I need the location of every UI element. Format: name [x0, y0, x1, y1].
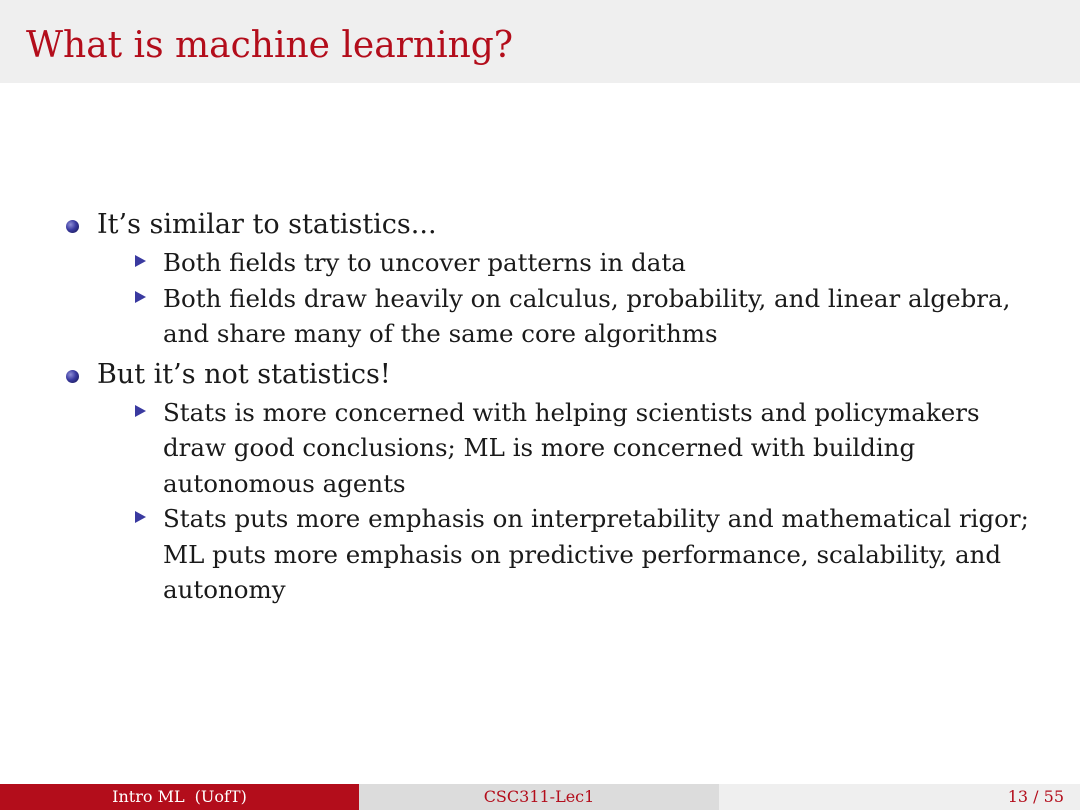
sub-item [163, 395, 1048, 502]
sub-item-text: Both fields draw heavily on calculus, probability, and linear algebra, and share many of the same core algorithms [163, 283, 1011, 348]
sub-item-text: Stats puts more emphasis on interpretability and mathematical rigor; ML puts more emphasis on predictive performance, scalability, and autonomy [163, 504, 1029, 604]
slide-content [0, 205, 1080, 611]
footer-institute: (UofT) [194, 787, 247, 806]
sub-item-text: Stats is more concerned with helping scientists and policymakers draw good conclusions; ML is more concerned with building autonomous agents [163, 397, 980, 498]
triangle-bullet-icon [135, 291, 146, 303]
footer-author [0, 784, 359, 810]
bullet-item [97, 355, 1080, 395]
bullet-item [97, 205, 1080, 245]
triangle-bullet-icon [135, 255, 146, 267]
sub-item [163, 245, 1048, 281]
bullet-text: But it’s not statistics! [97, 358, 391, 390]
footer [0, 784, 1080, 810]
footer-page-number: 13 / 55 [719, 784, 1080, 810]
sub-list [0, 245, 1080, 352]
footer-author-name: Intro ML [112, 787, 185, 806]
sub-item [163, 281, 1048, 352]
bullet-ball-icon [66, 370, 79, 383]
bullet-ball-icon [66, 220, 79, 233]
title-bar [0, 0, 1080, 83]
sub-item-text: Both fields try to uncover patterns in data [163, 248, 686, 277]
sub-item [163, 501, 1048, 608]
bullet-text: It’s similar to statistics... [97, 209, 437, 240]
footer-course: CSC311-Lec1 [359, 784, 719, 810]
triangle-bullet-icon [135, 511, 146, 523]
triangle-bullet-icon [135, 405, 146, 417]
slide-title: What is machine learning? [26, 25, 514, 66]
sub-list [0, 395, 1080, 608]
